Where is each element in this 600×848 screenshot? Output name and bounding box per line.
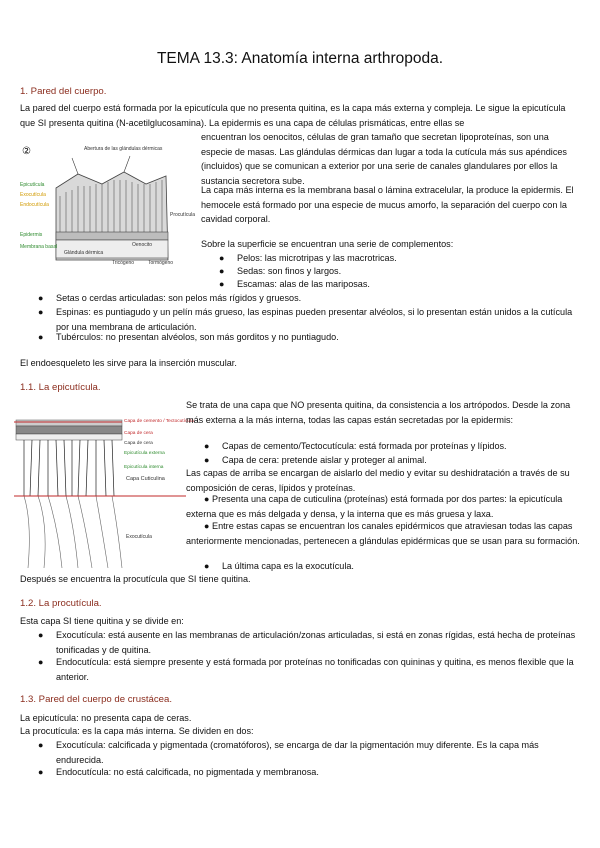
fig1-label-epicuticula: Epicutícula — [20, 182, 45, 188]
bullet-icon: ● — [38, 630, 44, 640]
bullet-icon: ● — [38, 740, 44, 750]
list-item: Endocutícula: no está calcificada, no pigmentada y membranosa. — [56, 767, 319, 777]
list-item: Sedas: son finos y largos. — [237, 266, 342, 276]
fig1-label-exocuticula: Exocutícula — [20, 192, 46, 198]
section-heading-1-1: 1.1. La epicutícula. — [20, 382, 101, 393]
bullet-icon: ● — [38, 293, 44, 303]
bullet-icon: ● — [219, 253, 225, 263]
fig1-label-epidermis: Epidermis — [20, 232, 43, 238]
paragraph-complementos: Sobre la superficie se encuentran una serie de complementos: — [201, 239, 454, 249]
list-item: Capa de cera: pretende aislar y proteger al animal. — [222, 455, 427, 465]
figure-body-wall — [20, 140, 198, 266]
paragraph-pared-1-cont: encuentran los oenocitos, células de gran tamaño que secretan lipoproteínas, son una especie de masas. Las glándulas dérmicas dan lugar a toda la cutícula más sus apéndices (incluidos) que se comunican a exterior por una serie de canales glandulares por ellos la sustancia secretora sube. — [201, 132, 567, 186]
paragraph-canales-text: Entre estas capas se encuentran los canales epidérmicos que atraviesan todas las capas anteriormente mencionadas, pertenecen a glándulas epidérmicas que se usan para su formación. — [186, 521, 580, 546]
fig2-label-cuticulina: Capa Cuticulina — [126, 476, 165, 482]
fig1-label-tricogeno: Tricógeno — [112, 260, 135, 266]
paragraph-epicuticula-1: Se trata de una capa que NO presenta quitina, da consistencia a los artrópodos. Desde la zona más externa a la más interna, todas las capas están secretadas por la epidermis: — [186, 400, 571, 425]
fig2-label-cera-2: Capa de cera — [124, 441, 153, 446]
bullet-icon: ● — [38, 767, 44, 777]
section-heading-1: 1. Pared del cuerpo. — [20, 86, 107, 97]
fig1-label-glandula: Glándula dérmica — [64, 250, 104, 256]
bullet-icon: ● — [38, 332, 44, 342]
paragraph-crustacea-2: La procutícula: es la capa más interna. Se dividen en dos: — [20, 726, 254, 736]
figure-epicuticula — [14, 412, 194, 570]
paragraph-procuticula: Después se encuentra la procutícula que SI tiene quitina. — [20, 574, 251, 584]
paragraph-crustacea-1: La epicutícula: no presenta capa de ceras. — [20, 713, 192, 723]
bullet-icon: ● — [219, 279, 225, 289]
fig2-label-epi-interna: Epicutícula interna — [124, 465, 164, 470]
figure-number: ② — [22, 146, 31, 157]
bullet-icon: ● — [204, 494, 213, 504]
bullet-icon: ● — [38, 657, 44, 667]
fig2-label-exocuticula: Exocutícula — [126, 534, 152, 540]
bullet-icon: ● — [204, 561, 210, 571]
list-item: Exocutícula: calcificada y pigmentada (cromatóforos), se encarga de dar la pigmentación muy diferente. Es la capa más endurecida. — [56, 740, 539, 765]
bullet-icon: ● — [204, 455, 210, 465]
list-item: Escamas: alas de las mariposas. — [237, 279, 370, 289]
list-item: Capas de cemento/Tectocutícula: está formada por proteínas y lípidos. — [222, 441, 507, 451]
fig1-label-abertura: Abertura de las glándulas dérmicas — [84, 146, 163, 152]
section-heading-1-3: 1.3. Pared del cuerpo de crustácea. — [20, 694, 172, 705]
paragraph-cuticulina-text: Presenta una capa de cuticulina (proteínas) está formada por dos partes: la epicutícula externa que es más delgada y densa, y la interna que es más gruesa y laxa. — [186, 494, 563, 519]
fig1-label-oenocito: Oenocito — [132, 242, 153, 248]
paragraph-pared-1: La pared del cuerpo está formada por la epicutícula que no presenta quitina, es la capa más externa y compleja. Le sigue la epicutícula que SI presenta quitina (N-acetilglucosamina). La epidermis es una capa de células prismáticas, entre ellas se — [20, 103, 566, 128]
bullet-icon: ● — [38, 307, 44, 317]
fig2-label-cemento: Capa de cemento / Tectocutícula — [124, 419, 194, 424]
list-item: La última capa es la exocutícula. — [222, 561, 354, 571]
paragraph-canales — [186, 519, 581, 548]
fig2-label-epi-externa: Epicutícula externa — [124, 451, 165, 456]
fig2-label-cera: Capa de cera — [124, 431, 153, 436]
fig1-label-procuticula: Procutícula — [170, 212, 196, 218]
list-item: Tubérculos: no presentan alvéolos, son más gorditos y no puntiagudo. — [56, 332, 339, 342]
fig1-label-tormogeno: Tormógeno — [148, 260, 174, 266]
paragraph-cuticulina — [186, 492, 581, 521]
page-title: TEMA 13.3: Anatomía interna arthropoda. — [156, 50, 444, 67]
paragraph-procuticula-2: Esta capa SI tiene quitina y se divide en: — [20, 616, 184, 626]
fig1-label-membrana-basal: Membrana basal — [20, 244, 58, 250]
section-heading-1-2: 1.2. La procutícula. — [20, 598, 102, 609]
list-item: Endocutícula: está siempre presente y está formada por proteínas no tonificadas con quininas y quitina, es menos flexible que la anterior. — [56, 657, 574, 682]
fig1-label-endocuticula: Endocutícula — [20, 202, 49, 208]
paragraph-pared-2: La capa más interna es la membrana basal o lámina extracelular, la produce la epidermis. El hemocele está formado por una especie de mucus amorfo, la separación del cuerpo con la cavidad corporal. — [201, 185, 574, 225]
bullet-icon: ● — [204, 521, 213, 531]
list-item: Setas o cerdas articuladas: son pelos más rígidos y gruesos. — [56, 293, 302, 303]
paragraph-endoesqueleto: El endoesqueleto les sirve para la inserción muscular. — [20, 358, 237, 368]
paragraph-epicuticula-2: Las capas de arriba se encargan de aislarlo del medio y evitar su deshidratación a través de su composición de ceras, lípidos y proteínas. — [186, 468, 570, 493]
list-item: Espinas: es puntiagudo y un pelín más grueso, las espinas pueden presentar alvéolos, si lo presentan están unidos a la cutícula por una membrana de articulación. — [56, 307, 573, 332]
list-item: Exocutícula: está ausente en las membranas de articulación/zonas articuladas, si está en zonas rígidas, está hecha de proteínas tonificadas y de quitina. — [56, 630, 576, 655]
list-item: Pelos: las microtripas y las macrotricas. — [237, 253, 397, 263]
bullet-icon: ● — [204, 441, 210, 451]
bullet-icon: ● — [219, 266, 225, 276]
